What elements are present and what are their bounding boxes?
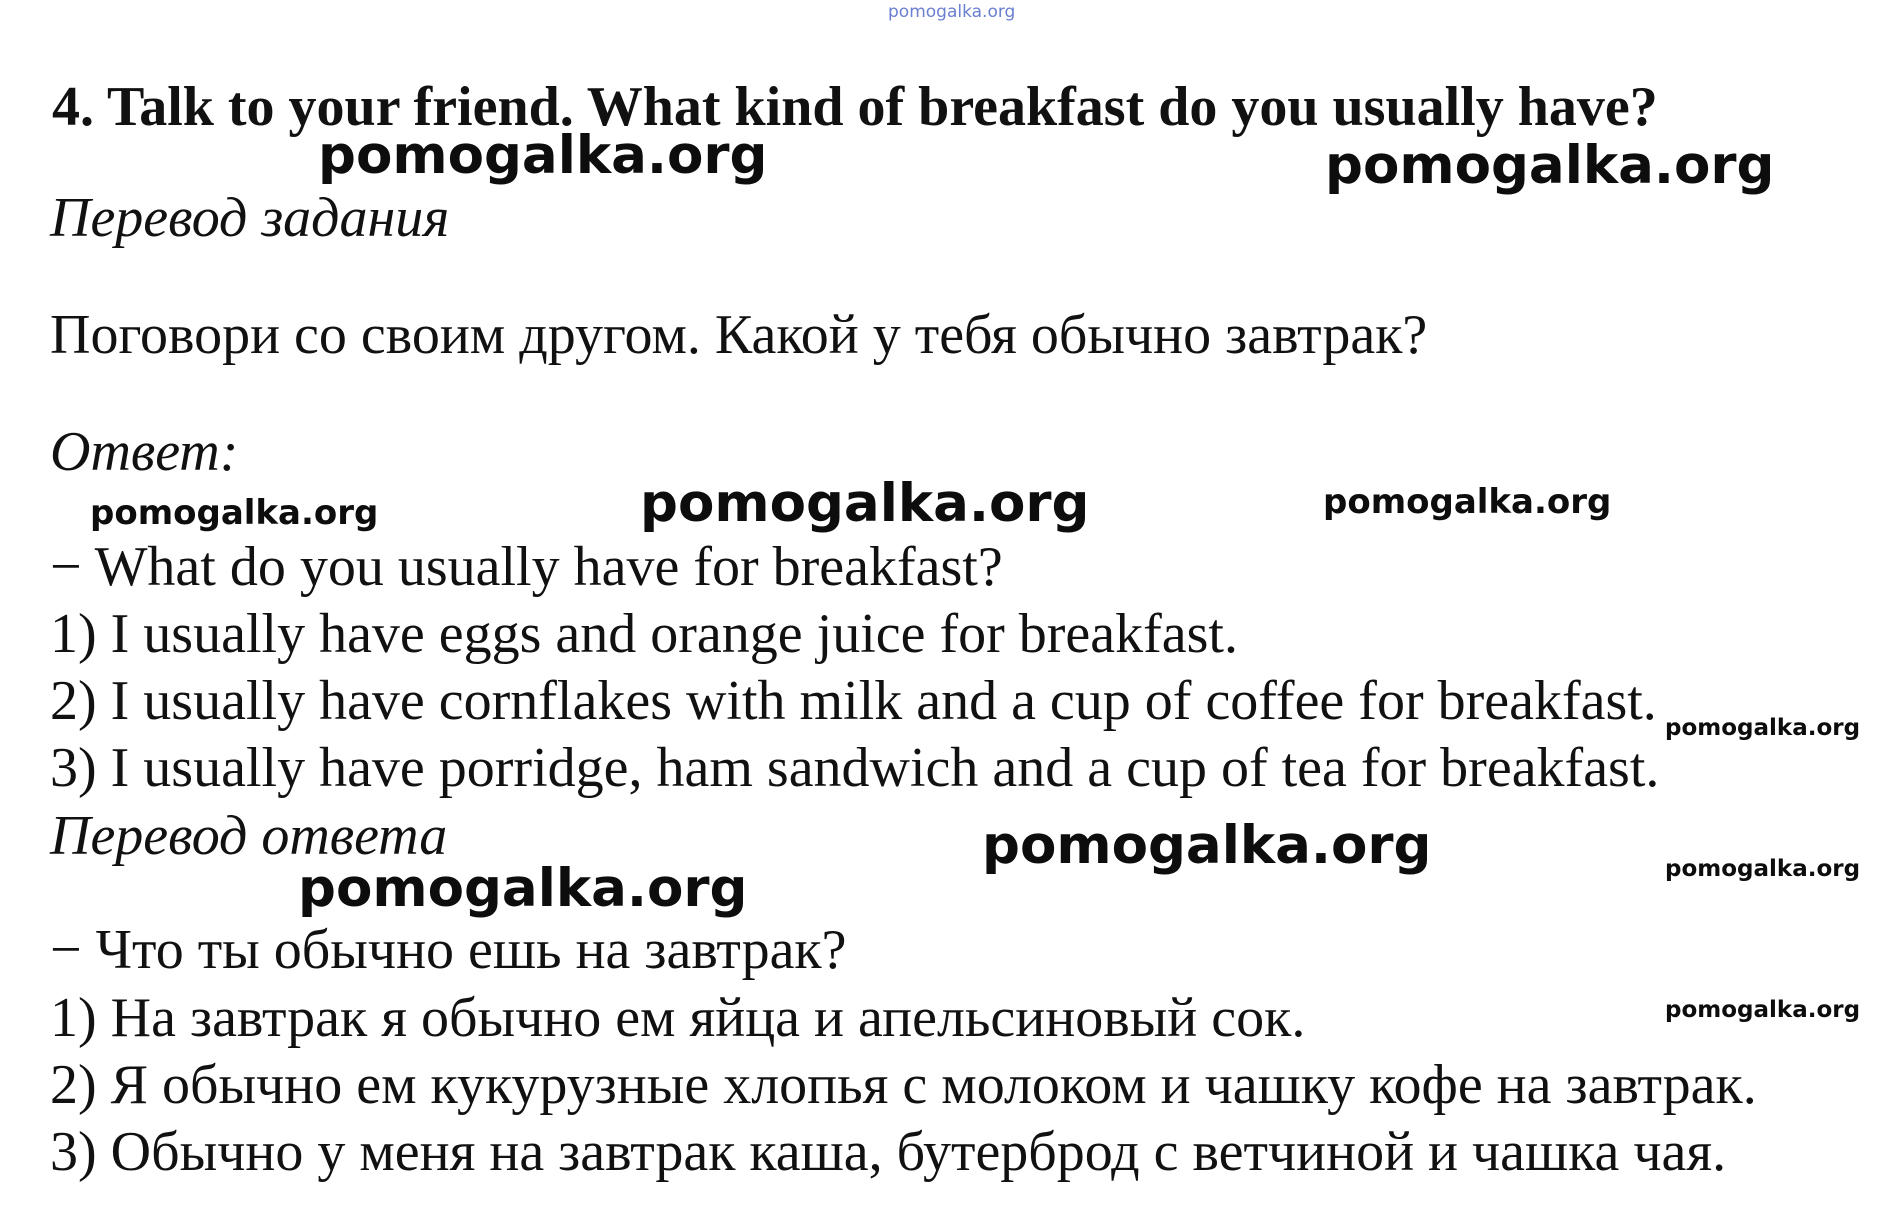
task-heading: 4. Talk to your friend. What kind of breakfast do you usually have? (52, 76, 1658, 138)
watermark-top: pomogalka.org (888, 2, 1016, 22)
answer-translation-line: 1) На завтрак я обычно ем яйца и апельсиновый сок. (50, 987, 1306, 1049)
watermark: pomogalka.org (298, 858, 748, 919)
answer-translation-line: 3) Обычно у меня на завтрак каша, бутерброд с ветчиной и чашка чая. (50, 1121, 1727, 1183)
watermark: pomogalka.org (90, 493, 379, 533)
answer-translation-line: − Что ты обычно ешь на завтрак? (50, 919, 847, 981)
task-translation-label: Перевод задания (50, 187, 450, 249)
answer-line: 1) I usually have eggs and orange juice for breakfast. (50, 603, 1238, 665)
watermark: pomogalka.org (640, 473, 1090, 534)
answer-label: Ответ: (50, 421, 239, 483)
answer-translation-line: 2) Я обычно ем кукурузные хлопья с молоком и чашку кофе на завтрак. (50, 1054, 1757, 1116)
watermark: pomogalka.org (1323, 482, 1612, 522)
watermark: pomogalka.org (1665, 715, 1861, 741)
answer-line: 2) I usually have cornflakes with milk and a cup of coffee for breakfast. (50, 670, 1657, 732)
watermark: pomogalka.org (318, 125, 768, 186)
watermark: pomogalka.org (1665, 997, 1861, 1023)
watermark: pomogalka.org (1325, 135, 1775, 196)
answer-line: 3) I usually have porridge, ham sandwich and a cup of tea for breakfast. (50, 737, 1660, 799)
answer-translation-label: Перевод ответа (50, 805, 448, 867)
task-translation-text: Поговори со своим другом. Какой у тебя обычно завтрак? (50, 304, 1428, 366)
watermark: pomogalka.org (982, 815, 1432, 876)
watermark: pomogalka.org (1665, 856, 1861, 882)
answer-line: − What do you usually have for breakfast? (50, 536, 1003, 598)
